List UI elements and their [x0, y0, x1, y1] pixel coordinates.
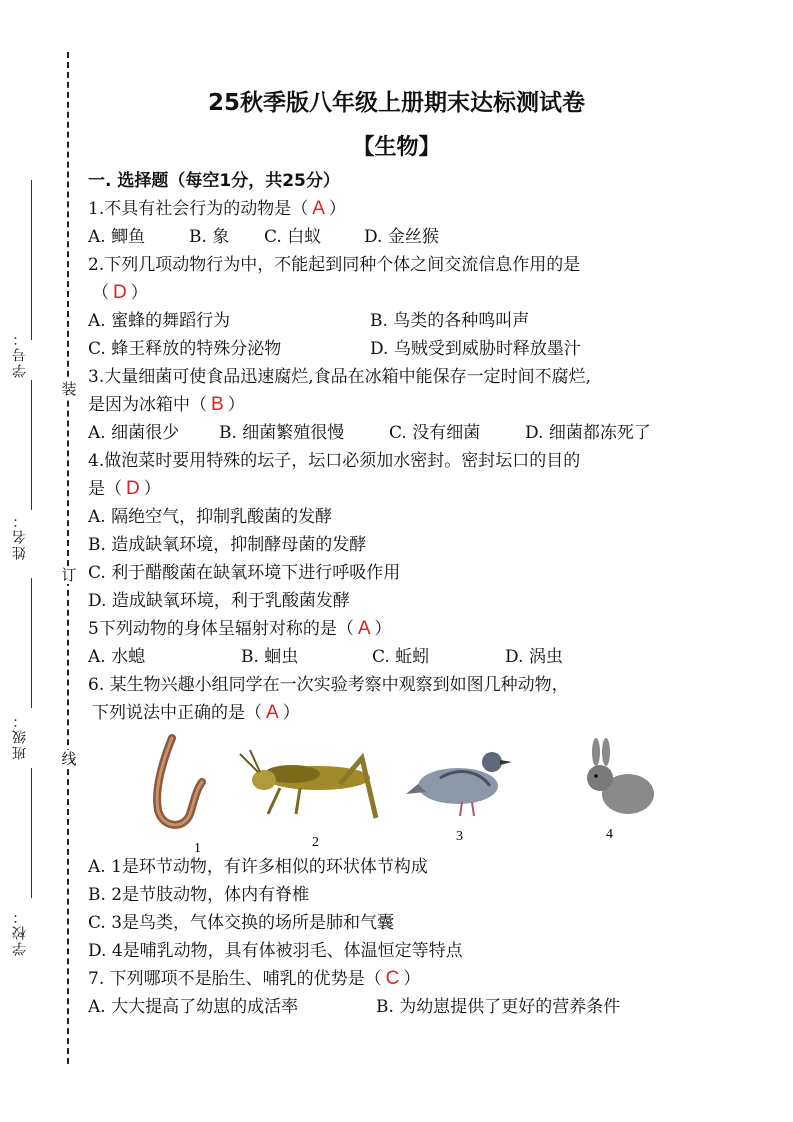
animals-figure — [140, 728, 680, 854]
figure-label-2: 2 — [312, 835, 319, 850]
answer-mark: C — [385, 968, 400, 989]
question-text: 下列说法中正确的是（ — [92, 703, 262, 723]
question-3-stem: 3.大量细菌可使食品迅速腐烂,食品在冰箱中能保存一定时间不腐烂, — [88, 367, 592, 387]
pigeon-illustration — [406, 752, 512, 816]
option: D. 4是哺乳动物，具有体被羽毛、体温恒定等特点 — [88, 941, 463, 961]
option: C. 白蚁 — [264, 227, 322, 247]
option: D. 乌贼受到威胁时释放墨汁 — [370, 339, 581, 359]
question-4-answer-line — [88, 478, 161, 500]
student-no-label: 学号： — [12, 330, 28, 378]
binding-word-zhuang: 装 — [61, 380, 77, 398]
question-7-stem — [88, 968, 420, 990]
grasshopper-illustration — [240, 750, 376, 818]
question-4-stem: 4.做泡菜时要用特殊的坛子，坛口必须加水密封。密封坛口的目的 — [88, 451, 581, 471]
option: A. 大大提高了幼崽的成活率 — [88, 997, 299, 1017]
bracket-close: ） — [143, 479, 161, 499]
name-label: 姓名： — [12, 512, 28, 560]
option: A. 细菌很少 — [88, 423, 180, 443]
option: B. 细菌繁殖很慢 — [219, 423, 345, 443]
answer-mark: D — [113, 282, 127, 303]
bracket-open: （ — [92, 283, 109, 303]
option: A. 水螅 — [88, 647, 146, 667]
option: B. 为幼崽提供了更好的营养条件 — [376, 997, 621, 1017]
question-6-answer-line — [92, 702, 300, 724]
option: B. 象 — [189, 227, 230, 247]
subject-title: 【生物】 — [352, 135, 441, 160]
page-title: 25秋季版八年级上册期末达标测试卷 — [207, 90, 585, 116]
bracket-close: ） — [328, 199, 346, 219]
figure-label-1: 1 — [194, 841, 201, 854]
option: A. 鲫鱼 — [88, 227, 146, 247]
option: C. 3是鸟类，气体交换的场所是肺和气囊 — [88, 913, 395, 933]
option: D. 金丝猴 — [364, 227, 439, 247]
question-text: 1.不具有社会行为的动物是（ — [88, 199, 309, 219]
answer-mark: A — [357, 618, 371, 639]
binding-word-ding: 订 — [61, 566, 77, 584]
answer-mark: A — [312, 198, 325, 219]
bracket-close: ） — [227, 395, 245, 415]
rabbit-illustration — [587, 738, 654, 814]
figure-label-4: 4 — [606, 827, 613, 842]
option: A. 1是环节动物，有许多相似的环状体节构成 — [88, 857, 428, 877]
option: B. 2是节肢动物，体内有脊椎 — [88, 885, 310, 905]
class-line — [31, 578, 32, 708]
earthworm-illustration — [157, 738, 202, 825]
question-6-stem: 6. 某生物兴趣小组同学在一次实验考察中观察到如图几种动物， — [88, 675, 569, 695]
answer-mark: B — [211, 394, 224, 415]
binding-word-xian: 线 — [61, 750, 77, 768]
school-line — [31, 768, 32, 898]
question-text: 5下列动物的身体呈辐射对称的是（ — [88, 619, 354, 639]
question-1-stem — [88, 198, 346, 220]
class-label: 班级： — [12, 712, 28, 760]
question-text: 是（ — [88, 479, 122, 499]
question-text: 是因为冰箱中（ — [88, 395, 207, 415]
question-5-stem — [88, 618, 392, 640]
bracket-close: ） — [374, 619, 392, 639]
question-2-stem: 2.下列几项动物行为中，不能起到同种个体之间交流信息作用的是 — [88, 255, 581, 275]
question-3-answer-line — [88, 394, 245, 416]
answer-mark: A — [266, 702, 279, 723]
option: C. 没有细菌 — [389, 423, 481, 443]
name-line — [31, 380, 32, 510]
option: D. 涡虫 — [505, 647, 563, 667]
option: C. 蚯蚓 — [372, 647, 430, 667]
answer-mark: D — [126, 478, 140, 499]
option: A. 蜜蜂的舞蹈行为 — [88, 311, 231, 331]
option: D. 细菌都冻死了 — [525, 423, 651, 443]
option: A. 隔绝空气，抑制乳酸菌的发酵 — [88, 507, 333, 527]
student-no-line — [31, 180, 32, 340]
option: C. 蜂王释放的特殊分泌物 — [88, 339, 282, 359]
school-label: 学校： — [12, 908, 28, 956]
option: B. 鸟类的各种鸣叫声 — [370, 311, 530, 331]
option: B. 造成缺氧环境，抑制酵母菌的发酵 — [88, 535, 367, 555]
question-text: 7. 下列哪项不是胎生、哺乳的优势是（ — [88, 969, 382, 989]
option: B. 蛔虫 — [241, 647, 299, 667]
option: C. 利于醋酸菌在缺氧环境下进行呼吸作用 — [88, 563, 401, 583]
figure-label-3: 3 — [456, 829, 463, 844]
binding-dashed-line — [67, 52, 69, 1064]
section-heading: 一. 选择题（每空1分，共25分） — [88, 171, 340, 191]
question-2-answer-line — [92, 282, 148, 304]
bracket-close: ） — [130, 283, 148, 303]
bracket-close: ） — [403, 969, 421, 989]
bracket-close: ） — [282, 703, 300, 723]
option: D. 造成缺氧环境，利于乳酸菌发酵 — [88, 591, 350, 611]
